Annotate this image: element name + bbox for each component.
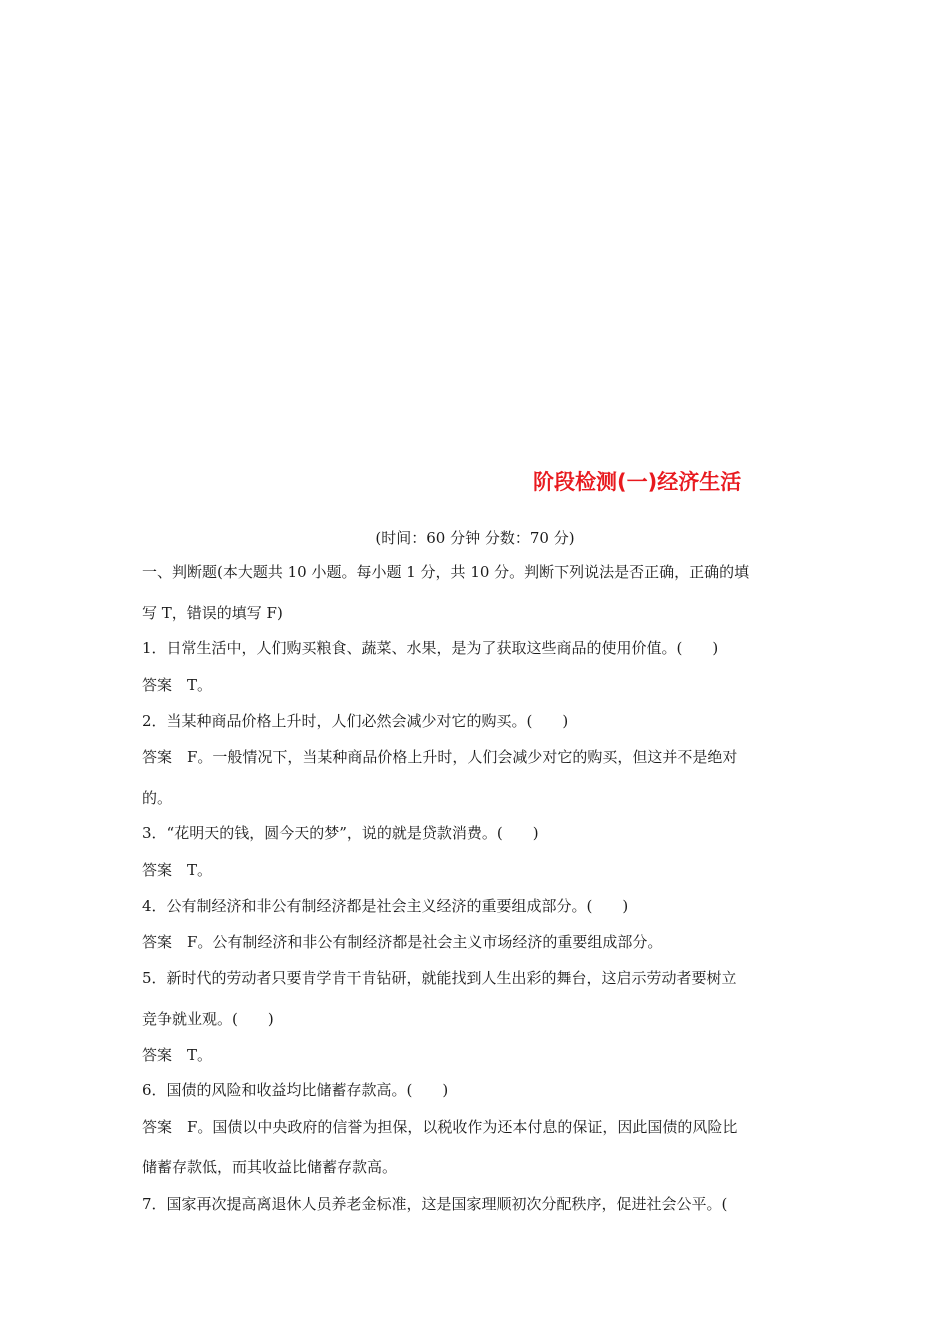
answer-6: 答案 F。国债以中央政府的信誉为担保，以税收作为还本付息的保证，因此国债的风险比 [142,1118,738,1136]
answer-6-cont: 储蓄存款低，而其收益比储蓄存款高。 [142,1158,398,1176]
answer-2: 答案 F。一般情况下，当某种商品价格上升时，人们会减少对它的购买，但这并不是绝对 [142,748,738,766]
question-6: 6．国债的风险和收益均比储蓄存款高。( ) [142,1081,449,1099]
document-title: 阶段检测(一)经济生活 [533,470,742,494]
answer-3: 答案 T。 [142,861,213,879]
question-1: 1．日常生活中，人们购买粮食、蔬菜、水果，是为了获取这些商品的使用价值。( ) [142,639,719,657]
section-heading: 一、判断题(本大题共 10 小题。每小题 1 分，共 10 分。判断下列说法是否正确，正确的填 [142,563,750,581]
question-5: 5．新时代的劳动者只要肯学肯干肯钻研，就能找到人生出彩的舞台，这启示劳动者要树立 [142,969,737,987]
question-4: 4．公有制经济和非公有制经济都是社会主义经济的重要组成部分。( ) [142,897,629,915]
question-7: 7．国家再次提高离退休人员养老金标准，这是国家理顺初次分配秩序，促进社会公平。( [142,1195,728,1213]
question-2: 2．当某种商品价格上升时，人们必然会减少对它的购买。( ) [142,712,569,730]
answer-4: 答案 F。公有制经济和非公有制经济都是社会主义市场经济的重要组成部分。 [142,933,663,951]
answer-1: 答案 T。 [142,676,213,694]
answer-2-cont: 的。 [142,789,173,807]
exam-info: (时间：60 分钟 分数：70 分) [375,529,575,547]
question-5-cont: 竞争就业观。( ) [142,1010,274,1028]
section-heading-cont: 写 T，错误的填写 F) [142,604,283,622]
answer-5: 答案 T。 [142,1046,213,1064]
question-3: 3．“花明天的钱，圆今天的梦”，说的就是贷款消费。( ) [142,824,539,842]
